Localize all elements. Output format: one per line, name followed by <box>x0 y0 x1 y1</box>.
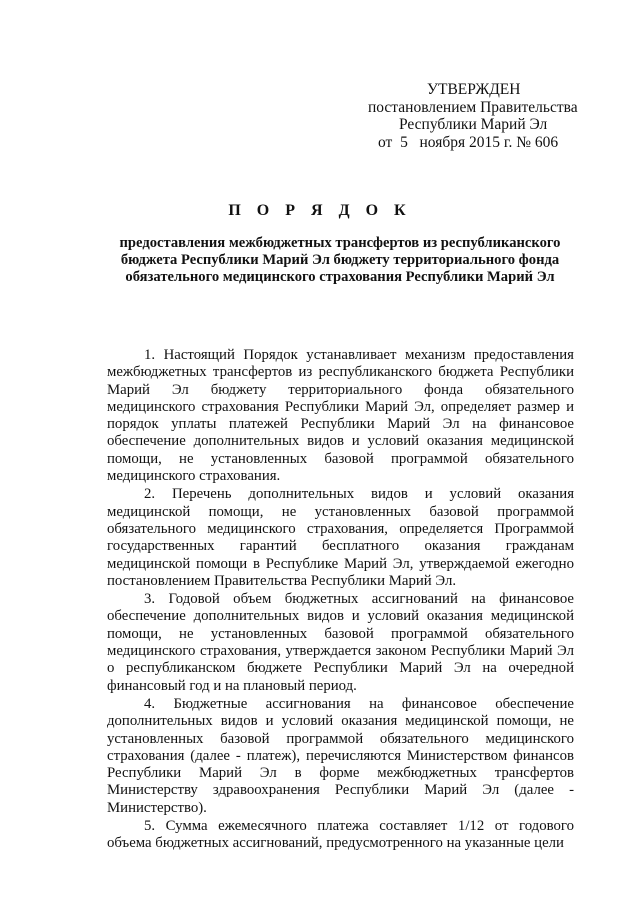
paragraph-2: 2. Перечень дополнительных видов и условий оказания медицинской помощи, не установленных базовой программой обязательного медицинского страхования, определяется Программой государственных гарантий бесплатного оказания гражданам медицинской помощи в Республике Марий Эл, утверждаемой ежегодно постановлением Правительства Республики Марий Эл. <box>107 486 574 589</box>
document-subtitle: предоставления межбюджетных трансфертов из республиканского бюджета Республики Марий Эл бюджету территориального фонда обязательного медицинского страхования Республики Марий Эл <box>119 235 561 285</box>
approval-republic-line: Республики Марий Эл <box>399 116 548 133</box>
document-body <box>107 347 574 854</box>
paragraph-3: 3. Годовой объем бюджетных ассигнований на финансовое обеспечение дополнительных видов и условий оказания медицинской помощи, не установленных базовой программой обязательного медицинского страхования, утверждается законом Республики Марий Эл о республиканском бюджете Республики Марий Эл на очередной финансовый год и на плановый период. <box>107 591 574 694</box>
approval-resolution-line: постановлением Правительства <box>368 98 578 116</box>
paragraph-4: 4. Бюджетные ассигнования на финансовое обеспечение дополнительных видов и условий оказания медицинской помощи, не установленных базовой программой обязательного медицинского страхования (далее - платеж), перечисляются Министерством финансов Республики Марий Эл в форме межбюджетных трансфертов Министерству здравоохранения Республики Марий Эл (далее - Министерство). <box>107 695 574 816</box>
approval-date-line: от 5 ноября 2015 г. № 606 <box>378 133 559 151</box>
document-title: П О Р Я Д О К <box>228 202 412 219</box>
approval-stamp <box>365 81 585 151</box>
paragraph-5: 5. Сумма ежемесячного платежа составляет 1/12 от годового объема бюджетных ассигнований, предусмотренного на указанные цели <box>107 818 574 852</box>
paragraph-1: 1. Настоящий Порядок устанавливает механизм предоставления межбюджетных трансфертов из республиканского бюджета Республики Марий Эл бюджету территориального фонда обязательного медицинского страхования Республики Марий Эл, определяет размер и порядок уплаты платежей Республики Марий Эл на финансовое обеспечение дополнительных видов и условий оказания медицинской помощи, не установленных базовой программой обязательного медицинского страхования. <box>107 347 574 485</box>
approved-heading: УТВЕРЖДЕН <box>427 81 521 98</box>
